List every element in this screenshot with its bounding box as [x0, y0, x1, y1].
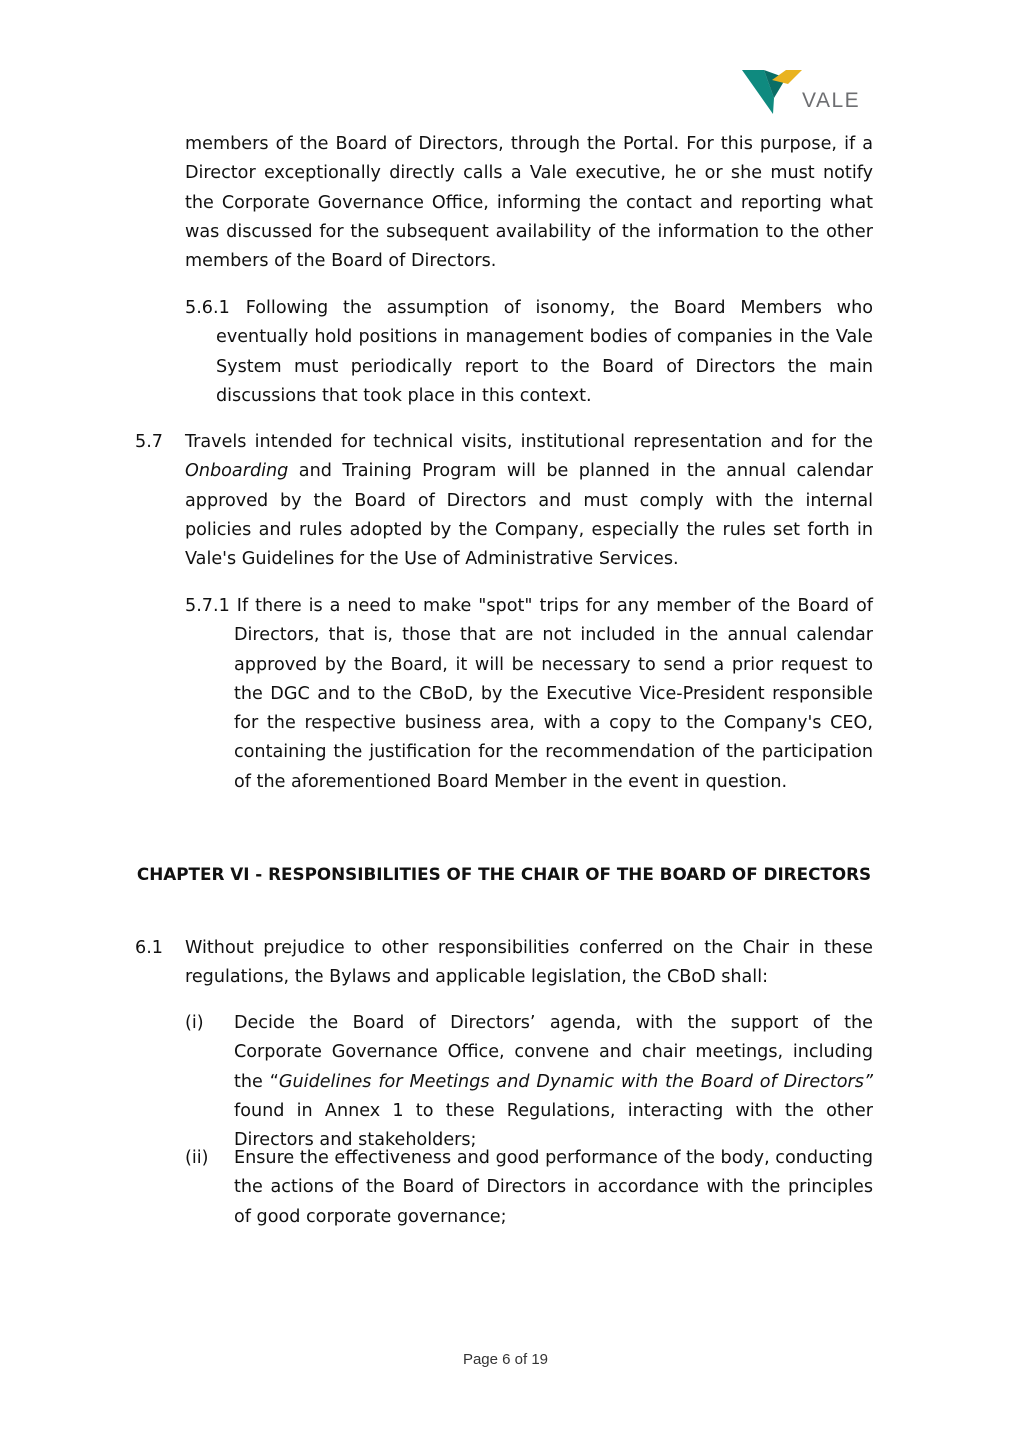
- paragraph-intro: members of the Board of Directors, through the Portal. For this purpose, if a Director exceptionally directly calls a Vale executive, he or she must notify the Corporate Governance Office, informing the contact and reporting what was discussed for the subsequent availability of the information to the other members of the Board of Directors.: [185, 134, 873, 272]
- chapter-heading: CHAPTER VI - RESPONSIBILITIES OF THE CHAIR OF THE BOARD OF DIRECTORS: [136, 864, 872, 884]
- section-5-7-text-a: Travels intended for technical visits, institutional representation and for the: [185, 432, 873, 452]
- section-5-7-text: [185, 428, 873, 574]
- item-ii-number: (ii): [185, 1148, 209, 1168]
- item-i-text: [234, 1009, 873, 1155]
- vale-logo: [742, 68, 862, 116]
- section-5-6-1-number: 5.6.1: [185, 298, 230, 318]
- section-5-6-1-text: Following the assumption of isonomy, the Board Members who eventually hold positions in management bodies of companies in the Vale System must periodically report to the Board of Directors the main discussions that took place in this context.: [216, 298, 873, 406]
- item-i-text-b: found in Annex 1 to these Regulations, interacting with the other Directors and stakeholders;: [234, 1100, 873, 1151]
- item-ii-text: Ensure the effectiveness and good performance of the body, conducting the actions of the Board of Directors in accordance with the principles of good corporate governance;: [234, 1148, 873, 1227]
- section-6-1-text: Without prejudice to other responsibilities conferred on the Chair in these regulations, the Bylaws and applicable legislation, the CBoD shall:: [185, 938, 873, 988]
- logo-text: VALE: [802, 89, 861, 112]
- item-i-text-a: Decide the Board of Directors’ agenda, with the support of the Corporate Governance Office, convene and chair meetings, including the “: [234, 1013, 873, 1092]
- section-5-7-1-number: 5.7.1: [185, 596, 230, 616]
- item-i-number: (i): [185, 1013, 204, 1033]
- section-6-1-number: 6.1: [135, 938, 163, 958]
- item-i-italic: Guidelines for Meetings and Dynamic with the Board of Directors”: [278, 1071, 873, 1092]
- section-5-7-italic: Onboarding: [185, 461, 289, 482]
- section-5-7-1-text: If there is a need to make "spot" trips for any member of the Board of Directors, that is, those that are not included in the annual calendar approved by the Board, it will be necessary to send a prior request to the DGC and to the CBoD, by the Executive Vice-President responsible for the respective business area, with a copy to the Company's CEO, containing the justification for the recommendation of the participation of the aforementioned Board Member in the event in question.: [234, 596, 874, 792]
- section-5-7-number: 5.7: [135, 432, 163, 452]
- page-number: Page 6 of 19: [462, 1351, 549, 1368]
- vale-logo-mark-icon: [742, 68, 804, 116]
- section-5-7-1: [185, 592, 873, 797]
- section-5-7-text-b: and Training Program will be planned in the annual calendar approved by the Board of Directors and must comply with the internal policies and rules adopted by the Company, especially the rules set forth in Vale's Guidelines for the Use of Administrative Services.: [185, 461, 874, 570]
- section-5-6-1: [185, 294, 873, 411]
